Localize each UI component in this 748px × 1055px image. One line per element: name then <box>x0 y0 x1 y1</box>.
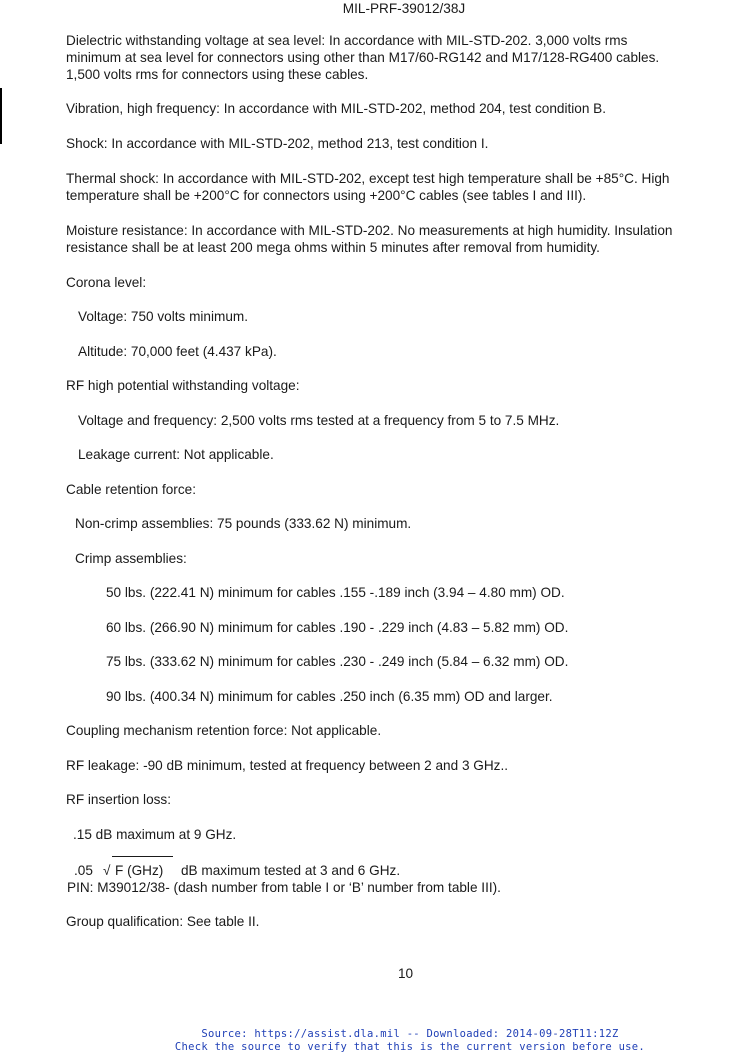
corona-heading: Corona level: <box>66 275 147 290</box>
page-number: 10 <box>397 966 414 981</box>
group-qualification: Group qualification: See table II. <box>66 914 260 929</box>
dielectric-line-1: Dielectric withstanding voltage at sea level: In accordance with MIL-STD-202. 3,000 volts rms <box>66 33 628 48</box>
rf-leakage-paragraph: RF leakage: -90 dB minimum, tested at frequency between 2 and 3 GHz.. <box>66 758 509 773</box>
crimp-item-4: 90 lbs. (400.34 N) minimum for cables .250 inch (6.35 mm) OD and larger. <box>106 689 553 704</box>
dielectric-line-2: minimum at sea level for connectors using other than M17/60-RG142 and M17/128-RG400 cables. <box>66 50 660 65</box>
non-crimp-line: Non-crimp assemblies: 75 pounds (333.62 N) minimum. <box>75 516 412 531</box>
revision-bar <box>0 88 2 144</box>
rf-hipot-voltage: Voltage and frequency: 2,500 volts rms tested at a frequency from 5 to 7.5 MHz. <box>78 413 560 428</box>
crimp-item-1: 50 lbs. (222.41 N) minimum for cables .155 -.189 inch (3.94 – 4.80 mm) OD. <box>106 585 565 600</box>
corona-altitude: Altitude: 70,000 feet (4.437 kPa). <box>78 344 277 359</box>
insertion-loss-heading: RF insertion loss: <box>66 792 172 807</box>
rf-hipot-heading: RF high potential withstanding voltage: <box>66 378 300 393</box>
square-root-icon: √ <box>103 863 111 878</box>
crimp-heading: Crimp assemblies: <box>75 551 187 566</box>
rf-hipot-leakage: Leakage current: Not applicable. <box>78 447 274 462</box>
document-header: MIL-PRF-39012/38J <box>342 1 466 16</box>
crimp-item-2: 60 lbs. (266.90 N) minimum for cables .190 - .229 inch (4.83 – 5.82 mm) OD. <box>106 620 569 635</box>
thermal-line-1: Thermal shock: In accordance with MIL-STD-202, except test high temperature shall be +85°C. High <box>66 171 670 186</box>
source-line: Source: https://assist.dla.mil -- Downloaded: 2014-09-28T11:12Z <box>201 1028 619 1040</box>
radical-overline <box>112 856 173 857</box>
insertion-loss-item-2: dB maximum tested at 3 and 6 GHz. <box>181 863 401 878</box>
insertion-loss-item-1: .15 dB maximum at 9 GHz. <box>73 827 237 842</box>
insertion-loss-radicand: F (GHz) <box>115 863 164 878</box>
corona-voltage: Voltage: 750 volts minimum. <box>78 309 249 324</box>
pin-paragraph: PIN: M39012/38- (dash number from table I or ‘B’ number from table III). <box>67 880 501 895</box>
verify-line: Check the source to verify that this is the current version before use. <box>174 1041 646 1053</box>
crimp-item-3: 75 lbs. (333.62 N) minimum for cables .230 - .249 inch (5.84 – 6.32 mm) OD. <box>106 654 569 669</box>
moisture-line-1: Moisture resistance: In accordance with MIL-STD-202. No measurements at high humidity. Insulation <box>66 223 673 238</box>
moisture-line-2: resistance shall be at least 200 mega ohms within 5 minutes after removal from humidity. <box>66 240 600 255</box>
vibration-paragraph: Vibration, high frequency: In accordance with MIL-STD-202, method 204, test condition B. <box>66 101 607 116</box>
insertion-loss-coefficient: .05 <box>74 863 93 878</box>
thermal-line-2: temperature shall be +200°C for connectors using +200°C cables (see tables I and III). <box>66 188 587 203</box>
shock-paragraph: Shock: In accordance with MIL-STD-202, method 213, test condition I. <box>66 136 489 151</box>
coupling-paragraph: Coupling mechanism retention force: Not applicable. <box>66 723 382 738</box>
cable-retention-heading: Cable retention force: <box>66 482 196 497</box>
dielectric-line-3: 1,500 volts rms for connectors using these cables. <box>66 67 369 82</box>
